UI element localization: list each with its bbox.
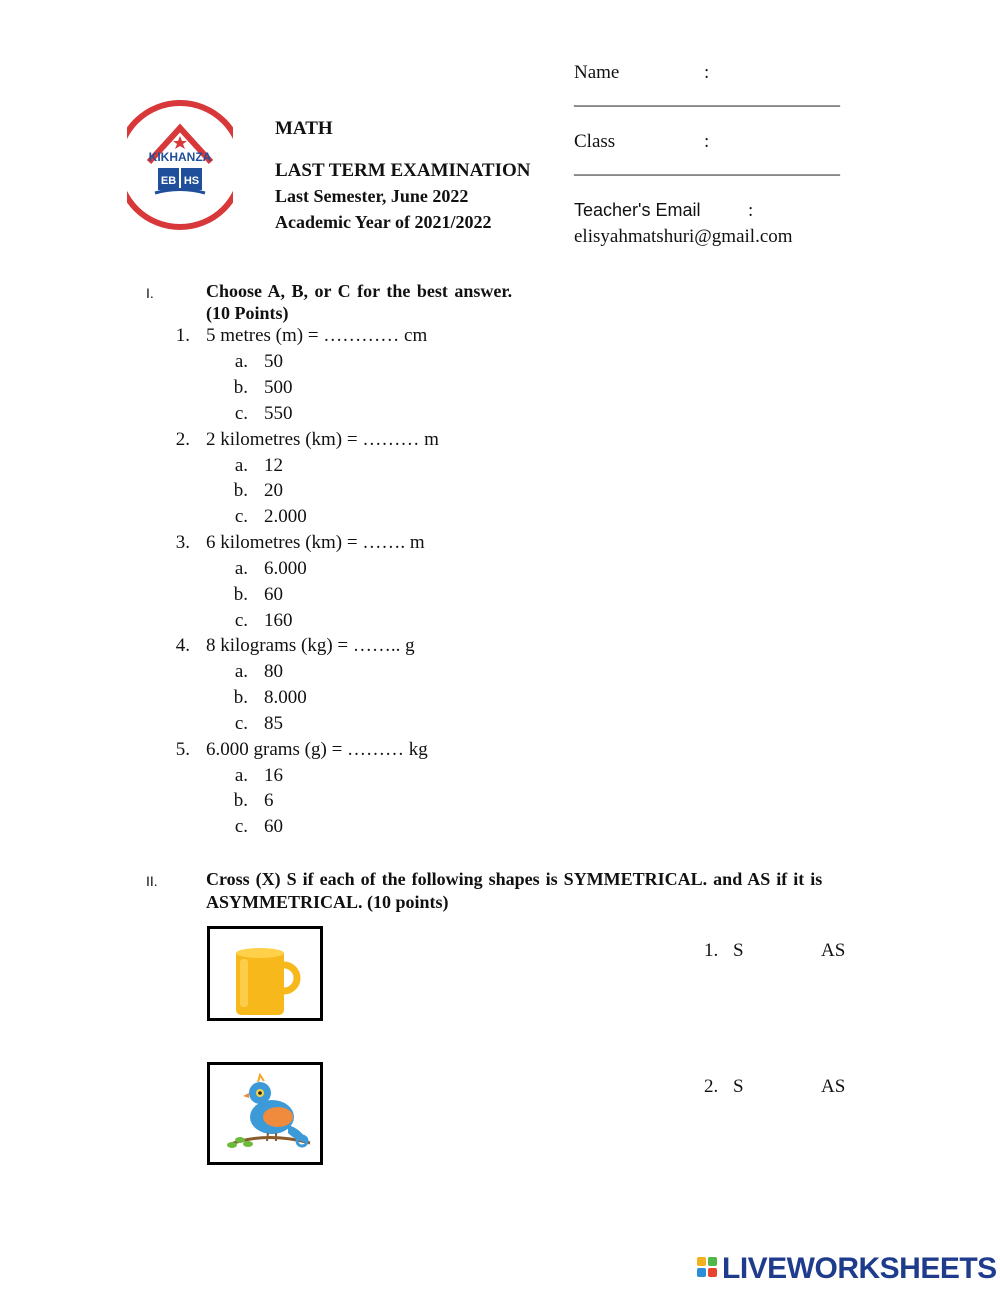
option-letter: c. xyxy=(234,713,248,734)
option-letter: b. xyxy=(233,584,248,605)
option-letter: b. xyxy=(233,790,248,811)
option-letter: a. xyxy=(234,661,248,682)
question-text: 8 kilograms (kg) = …….. g xyxy=(206,635,415,656)
class-field[interactable]: ____________________________ xyxy=(574,157,840,178)
option-text[interactable]: 20 xyxy=(264,480,283,501)
option-text[interactable]: 160 xyxy=(264,610,293,631)
asymmetrical-option[interactable]: AS xyxy=(821,940,846,961)
option-text[interactable]: 60 xyxy=(264,584,283,605)
question-text: 6 kilometres (km) = ……. m xyxy=(206,532,425,553)
option-text[interactable]: 16 xyxy=(264,765,283,786)
logo-star xyxy=(173,136,187,149)
teacher-email-value: elisyahmatshuri@gmail.com xyxy=(574,226,793,247)
section1-points: (10 Points) xyxy=(206,303,289,323)
symmetrical-option[interactable]: S xyxy=(733,940,744,961)
option-letter: c. xyxy=(234,506,248,527)
name-field[interactable]: ____________________________ xyxy=(574,88,840,109)
question-number: 3. xyxy=(175,532,190,553)
bird-icon xyxy=(210,1065,320,1162)
name-colon: : xyxy=(704,62,710,83)
school-logo xyxy=(127,98,233,232)
option-letter: a. xyxy=(234,765,248,786)
option-text[interactable]: 50 xyxy=(264,351,283,372)
section2-numeral: II. xyxy=(146,873,158,889)
mug-icon xyxy=(210,929,320,1018)
question-number: 1. xyxy=(175,325,190,346)
option-letter: c. xyxy=(234,403,248,424)
question-number: 5. xyxy=(175,739,190,760)
item-number: 1. xyxy=(704,940,719,961)
academic-year-line: Academic Year of 2021/2022 xyxy=(275,212,492,232)
logo-school-name: KIKHANZA xyxy=(148,150,212,164)
logo-left-letters: EB xyxy=(160,175,177,187)
option-letter: a. xyxy=(234,351,248,372)
option-text[interactable]: 550 xyxy=(264,403,293,424)
class-colon: : xyxy=(704,131,710,152)
option-letter: b. xyxy=(233,377,248,398)
question-text: 6.000 grams (g) = ……… kg xyxy=(206,739,428,760)
question-text: 5 metres (m) = ………… cm xyxy=(206,325,428,346)
symmetrical-option[interactable]: S xyxy=(733,1076,744,1097)
section2-instruction: Cross (X) S if each of the following shapes is SYMMETRICAL. and AS if it is xyxy=(206,869,823,889)
option-text[interactable]: 80 xyxy=(264,661,283,682)
option-text[interactable]: 60 xyxy=(264,816,283,837)
option-text[interactable]: 500 xyxy=(264,377,293,398)
mug-picture xyxy=(207,926,323,1021)
option-text[interactable]: 6 xyxy=(264,790,274,811)
option-text[interactable]: 2.000 xyxy=(264,506,307,527)
option-text[interactable]: 6.000 xyxy=(264,558,307,579)
semester-line: Last Semester, June 2022 xyxy=(275,186,469,206)
logo-right-letters: HS xyxy=(183,175,200,187)
option-text[interactable]: 85 xyxy=(264,713,283,734)
section1-instruction: Choose A, B, or C for the best answer. xyxy=(206,281,513,301)
teacher-email-label: Teacher's Email xyxy=(574,200,701,220)
option-text[interactable]: 12 xyxy=(264,455,283,476)
option-letter: c. xyxy=(234,816,248,837)
option-letter: c. xyxy=(234,610,248,631)
liveworksheets-watermark: LIVEWORKSHEETS xyxy=(722,1252,997,1285)
subject-title: MATH xyxy=(275,118,333,139)
option-letter: b. xyxy=(233,687,248,708)
section1-numeral: I. xyxy=(146,285,154,301)
option-letter: b. xyxy=(233,480,248,501)
question-number: 2. xyxy=(175,429,190,450)
logo-ring xyxy=(127,103,233,227)
asymmetrical-option[interactable]: AS xyxy=(821,1076,846,1097)
option-letter: a. xyxy=(234,455,248,476)
bird-picture xyxy=(207,1062,323,1165)
exam-title: LAST TERM EXAMINATION xyxy=(275,160,531,181)
question-text: 2 kilometres (km) = ……… m xyxy=(206,429,439,450)
option-text[interactable]: 8.000 xyxy=(264,687,307,708)
name-label: Name xyxy=(574,62,620,83)
option-letter: a. xyxy=(234,558,248,579)
section2-instruction-cont: ASYMMETRICAL. (10 points) xyxy=(206,892,449,912)
question-number: 4. xyxy=(175,635,190,656)
class-label: Class xyxy=(574,131,616,152)
item-number: 2. xyxy=(704,1076,719,1097)
liveworksheets-logo-icon xyxy=(697,1257,721,1281)
teacher-email-colon: : xyxy=(748,200,754,221)
